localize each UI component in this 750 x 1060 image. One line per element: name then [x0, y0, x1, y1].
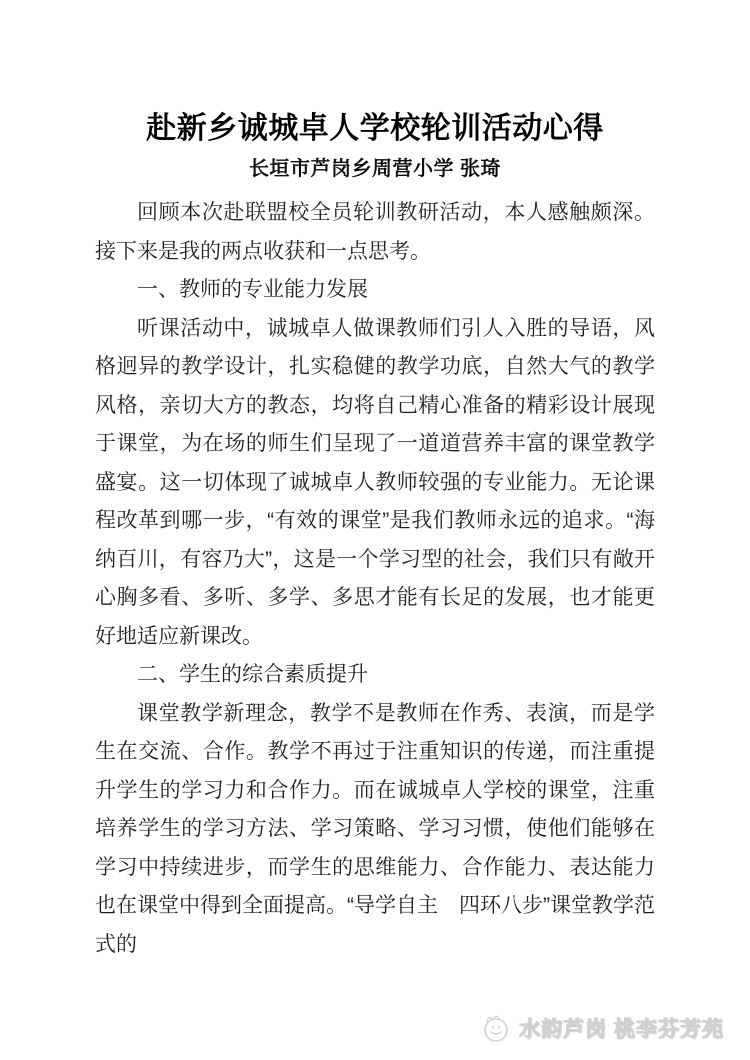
- body-paragraph: 听课活动中，诚城卓人做课教师们引人入胜的导语，风格迥异的教学设计，扎实稳健的教学功底，自然大气的教学风格，亲切大方的教态，均将自己精心准备的精彩设计展现于课堂，为在场的师生们呈现了一道道营养丰富的课堂教学盛宴。这一切体现了诚城卓人教师较强的专业能力。无论课程改革到哪一步，“有效的课堂”是我们教师永远的追求。“海纳百川，有容乃大”，这是一个学习型的社会，我们只有敞开心胸多看、多听、多学、多思才能有长足的发展，也才能更好地适应新课改。: [95, 316, 655, 648]
- document-title: 赴新乡诚城卓人学校轮训活动心得: [146, 112, 604, 145]
- body-paragraph: 回顾本次赴联盟校全员轮训教研活动，本人感触颇深。接下来是我的两点收获和一点思考。: [95, 201, 655, 263]
- section-heading: 一、教师的专业能力发展: [137, 278, 368, 301]
- section-heading: 二、学生的综合素质提升: [137, 663, 368, 686]
- body-paragraph: 课堂教学新理念，教学不是教师在作秀、表演，而是学生在交流、合作。教学不再过于注重知识的传递，而注重提升学生的学习力和合作力。而在诚城卓人学校的课堂，注重培养学生的学习方法、学习策略、学习习惯，使他们能够在学习中持续进步，而学生的思维能力、合作能力、表达能力也在课堂中得到全面提高。“导学自主 四环八步”课堂教学范式的: [95, 701, 655, 956]
- document-byline: 长垣市芦岗乡周营小学 张琦: [248, 158, 502, 180]
- mascot-badge-icon: [480, 1012, 512, 1044]
- document-body: [95, 194, 655, 964]
- watermark: [480, 1012, 724, 1044]
- watermark-text: 水韵芦岗 桃李芬芳苑: [519, 1018, 724, 1041]
